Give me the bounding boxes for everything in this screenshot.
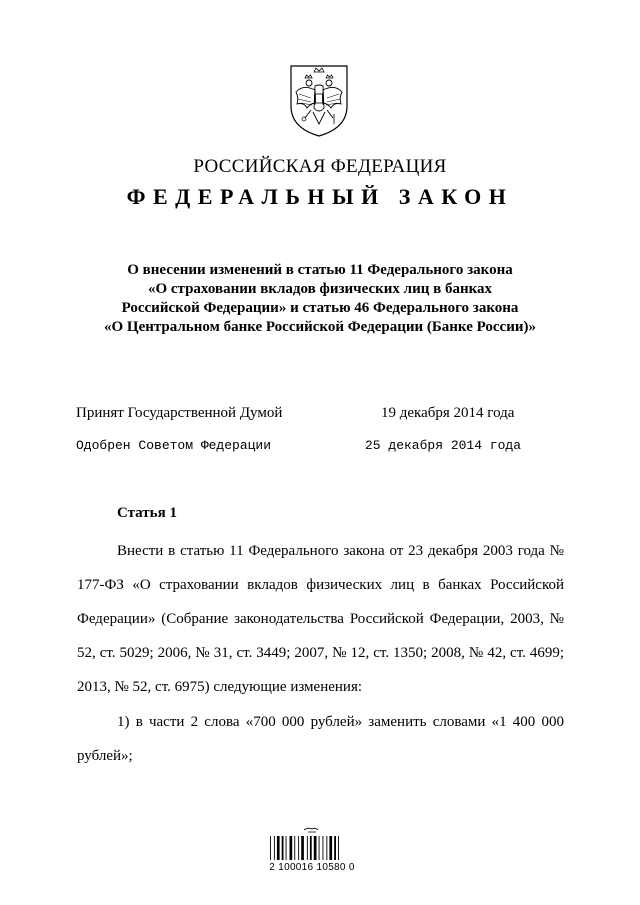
law-title (60, 261, 580, 337)
coat-of-arms-icon (287, 62, 351, 138)
country-name: РОССИЙСКАЯ ФЕДЕРАЦИЯ (193, 156, 447, 177)
law-title-line: О внесении изменений в статью 11 Федерального закона (127, 262, 513, 278)
article-heading: Статья 1 (117, 505, 177, 521)
duma-adoption-date: 19 декабря 2014 года (381, 405, 515, 421)
duma-adoption-label: Принят Государственной Думой (76, 405, 283, 421)
barcode-number: 2 100016 10580 0 (269, 862, 355, 873)
law-title-line: «О страховании вкладов физических лиц в банках (147, 281, 493, 297)
law-title-line: Российской Федерации» и статью 46 Федерального закона (121, 300, 519, 316)
council-approval-label: Одобрен Советом Федерации (76, 438, 272, 453)
article-paragraph: 1) в части 2 слова «700 000 рублей» заменить словами «1 400 000 рублей»; (77, 714, 564, 764)
article-paragraph: Внести в статью 11 Федерального закона от 23 декабря 2003 года № 177-ФЗ «О страховании вкладов физических лиц в банках Российской Федерации» (Собрание законодательства Российской Федерации, 2003, № 52, ст. 5029; 2006, № 31, ст. 3449; 2007, № 12, ст. 1350; 2008, № 42, ст. 4699; 2013, № 52, ст. 6975) следующие изменения: (77, 543, 564, 695)
council-approval-date: 25 декабря 2014 года (365, 438, 522, 453)
law-title-line: «О Центральном банке Российской Федерации (Банке России)» (103, 319, 536, 335)
document-type: ФЕДЕРАЛЬНЫЙ ЗАКОН (126, 184, 514, 209)
